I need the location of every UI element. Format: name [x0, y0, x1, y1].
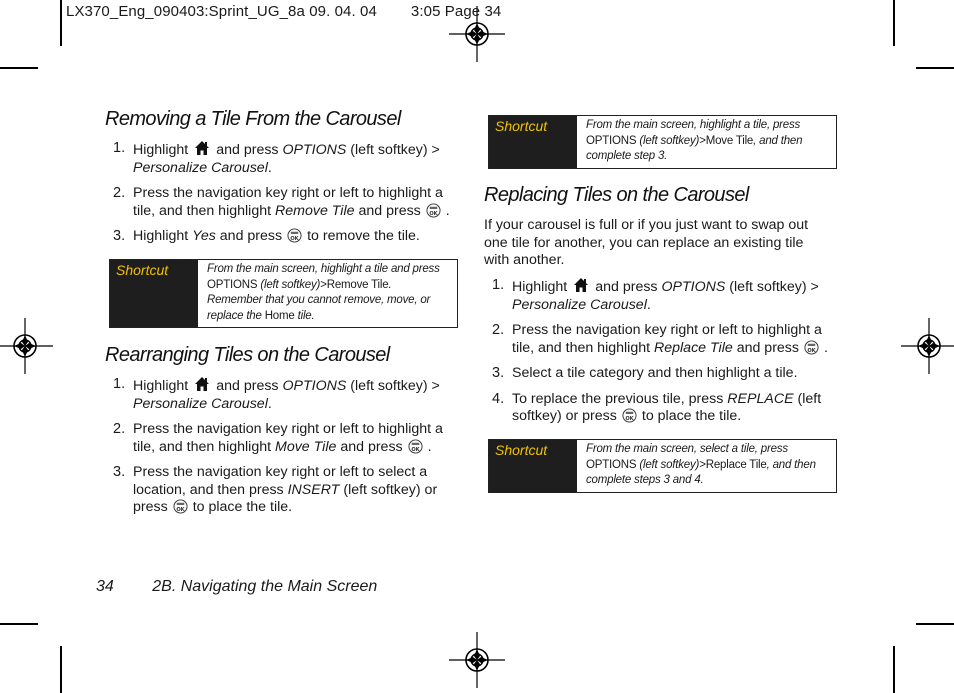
replace-intro: If your carousel is full or if you just want to swap out one tile for another, you can replace an existing tile with another.: [484, 217, 809, 268]
crop-registration-mark-icon: [0, 318, 53, 374]
list-item: 2. Press the navigation key right or left to highlight a tile, and then highlight Replace Tile and press .: [492, 322, 828, 356]
page-footer: [96, 578, 377, 596]
crop-registration-mark-icon: [901, 318, 954, 374]
menu-ok-key-icon: [287, 228, 302, 243]
rearrange-steps: [105, 376, 450, 525]
shortcut-box-move: [488, 115, 837, 169]
list-item: 3. Highlight Yes and press to remove the tile.: [113, 228, 420, 244]
print-header-file: LX370_Eng_090403:Sprint_UG_8a 09. 04. 04: [66, 3, 377, 20]
replace-steps: [484, 277, 829, 434]
shortcut-label: Shortcut: [489, 440, 577, 492]
crop-mark: [893, 0, 895, 46]
page-number: 34: [96, 578, 114, 595]
print-header: [66, 3, 501, 20]
shortcut-label: Shortcut: [110, 260, 198, 327]
crop-mark: [916, 623, 954, 625]
crop-mark: [0, 623, 38, 625]
list-item: 4. To replace the previous tile, press REPLACE (left softkey) or press to place the tile.: [492, 390, 822, 424]
shortcut-label: Shortcut: [489, 116, 577, 168]
crop-mark: [60, 646, 62, 693]
menu-ok-key-icon: [804, 340, 819, 355]
shortcut-box-replace: [488, 439, 837, 493]
list-item: 2. Press the navigation key right or left to highlight a tile, and then highlight Move Tile and press .: [113, 421, 443, 455]
home-icon: [194, 376, 210, 392]
list-item: 1. Highlight and press OPTIONS (left softkey) > Personalize Carousel.: [492, 277, 819, 313]
list-item: 2. Press the navigation key right or left to highlight a tile, and then highlight Remove Tile and press .: [113, 185, 450, 219]
print-header-time: 3:05 Page 34: [410, 3, 502, 20]
list-item: 3. Select a tile category and then highlight a tile.: [492, 365, 798, 381]
menu-ok-key-icon: [622, 408, 637, 423]
crop-registration-mark-icon: [449, 632, 505, 688]
heading-rearranging-tiles: Rearranging Tiles on the Carousel: [105, 344, 390, 366]
crop-mark: [893, 646, 895, 693]
list-item: 1. Highlight and press OPTIONS (left softkey) > Personalize Carousel.: [113, 140, 440, 176]
menu-ok-key-icon: [408, 439, 423, 454]
home-icon: [573, 277, 589, 293]
shortcut-text: From the main screen, highlight a tile, press OPTIONS (left softkey)>Move Tile, and then complete step 3.: [586, 119, 803, 162]
crop-mark: [0, 67, 38, 69]
crop-mark: [916, 67, 954, 69]
shortcut-text: From the main screen, highlight a tile and press OPTIONS (left softkey)>Remove Tile. Remember that you cannot remove, move, or replace the Home tile.: [207, 263, 440, 322]
shortcut-box-remove: [109, 259, 458, 328]
heading-replacing-tiles: Replacing Tiles on the Carousel: [484, 184, 749, 206]
menu-ok-key-icon: [426, 203, 441, 218]
crop-mark: [60, 0, 62, 46]
list-item: 3. Press the navigation key right or left to select a location, and then press INSERT (left softkey) or press to place the tile.: [113, 464, 438, 515]
footer-section: 2B. Navigating the Main Screen: [152, 578, 378, 595]
home-icon: [194, 140, 210, 156]
menu-ok-key-icon: [173, 499, 188, 514]
shortcut-text: From the main screen, select a tile, press OPTIONS (left softkey)>Replace Tile, and then complete steps 3 and 4.: [586, 443, 816, 486]
remove-steps: [105, 140, 450, 254]
heading-removing-tile: Removing a Tile From the Carousel: [105, 108, 401, 130]
list-item: 1. Highlight and press OPTIONS (left softkey) > Personalize Carousel.: [113, 376, 440, 412]
